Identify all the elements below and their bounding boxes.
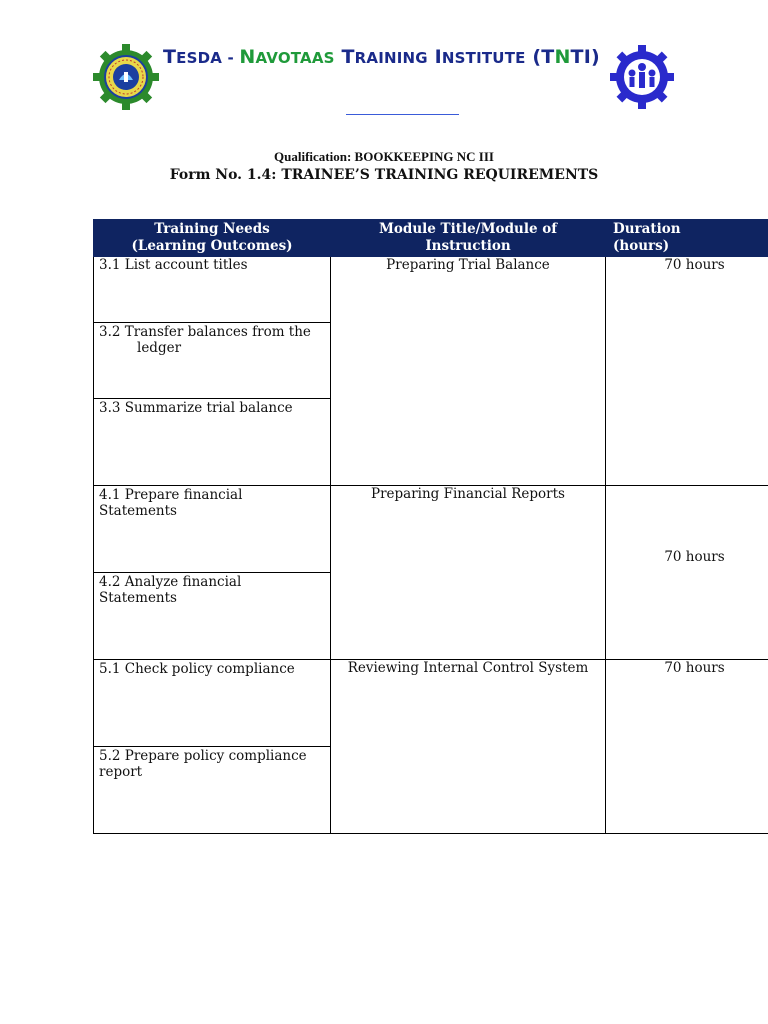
- table-row: [94, 660, 768, 747]
- title-segment: -: [222, 49, 240, 67]
- qualification-value: BOOKKEEPING NC III: [354, 149, 494, 164]
- title-segment: N: [554, 46, 571, 68]
- title-segment: TI): [570, 46, 600, 68]
- title-segment: I: [427, 46, 442, 68]
- header-duration: Duration (hours): [606, 220, 768, 257]
- header-module-title: Module Title/Module of Instruction: [331, 220, 606, 257]
- learning-outcome-cell: 4.2 Analyze financial Statements: [94, 573, 331, 660]
- training-requirements-table: [93, 219, 768, 834]
- blank-hyperlink-underline[interactable]: [346, 114, 459, 115]
- duration-cell: 70 hours: [606, 257, 768, 486]
- duration-cell: 70 hours: [606, 660, 768, 834]
- module-title-cell: Preparing Financial Reports: [331, 486, 606, 660]
- table-row: [94, 486, 768, 573]
- form-title: Form No. 1.4: TRAINEE’S TRAINING REQUIREMENTS: [169, 167, 599, 183]
- learning-outcome-cell: 5.1 Check policy compliance: [94, 660, 331, 747]
- module-title-cell: Reviewing Internal Control System: [331, 660, 606, 834]
- title-segment: T: [334, 46, 355, 68]
- learning-outcome-cell: 3.2 Transfer balances from the ledger: [94, 323, 331, 399]
- duration-cell: 70 hours: [606, 486, 768, 660]
- header-training-needs: Training Needs (Learning Outcomes): [94, 220, 331, 257]
- title-segment: (T: [525, 46, 555, 68]
- title-segment: AVOTAAS: [255, 49, 335, 67]
- learning-outcome-cell: 5.2 Prepare policy compliance report: [94, 747, 331, 834]
- tesda-logo-icon: [608, 43, 676, 111]
- tnti-seal-icon: [91, 42, 161, 112]
- learning-outcome-cell: 3.1 List account titles: [94, 257, 331, 323]
- institute-title: [163, 46, 613, 68]
- title-segment: NSTITUTE: [441, 49, 526, 67]
- module-title-cell: Preparing Trial Balance: [331, 257, 606, 486]
- title-segment: RAINING: [354, 49, 428, 67]
- title-segment: N: [239, 46, 256, 68]
- qualification-line: [0, 149, 768, 165]
- title-segment: ESDA: [176, 49, 223, 67]
- qualification-label: Qualification:: [274, 149, 355, 164]
- title-segment: T: [163, 46, 177, 68]
- learning-outcome-cell: 3.3 Summarize trial balance: [94, 399, 331, 486]
- table-row: [94, 257, 768, 323]
- learning-outcome-cell: 4.1 Prepare financial Statements: [94, 486, 331, 573]
